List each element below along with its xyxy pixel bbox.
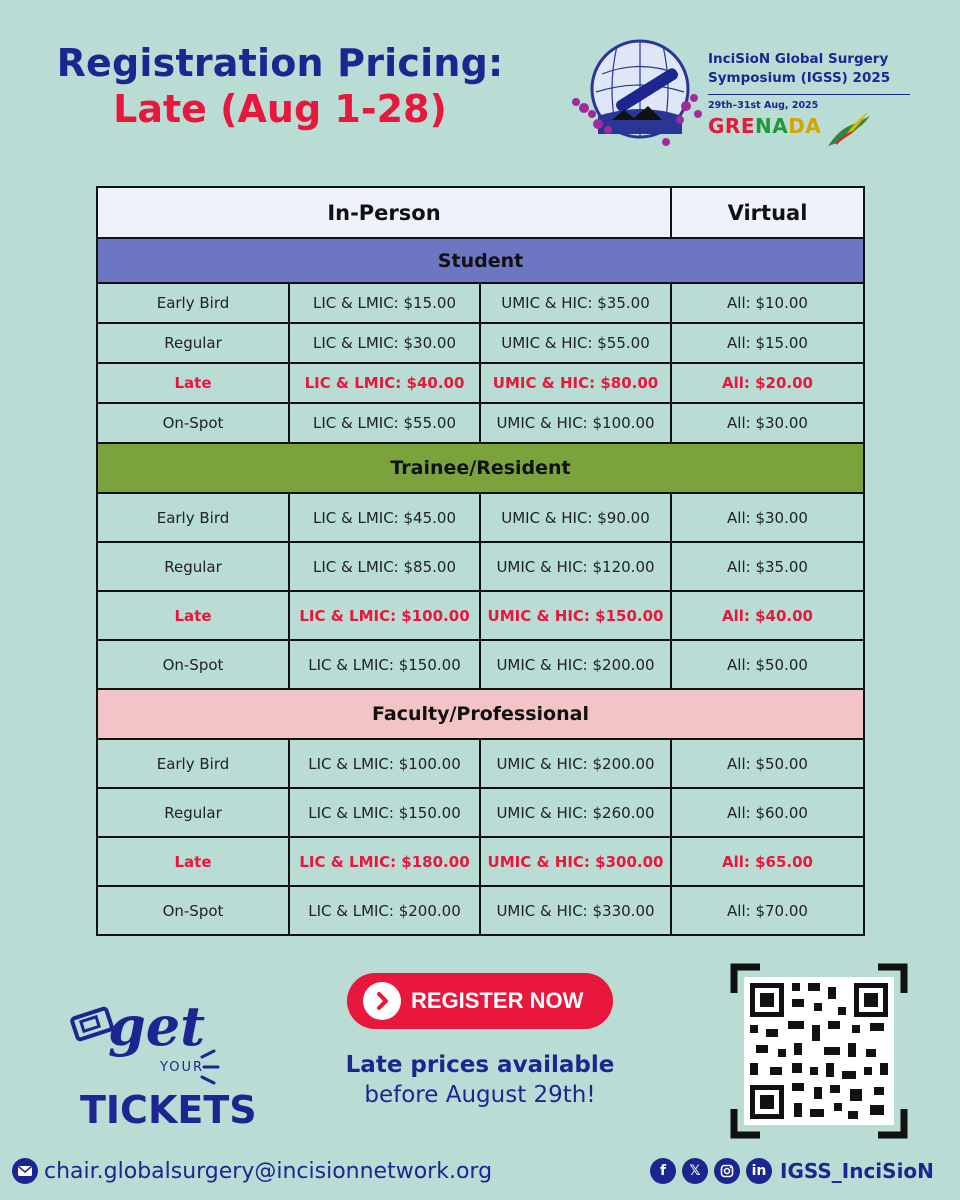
tier-cell: On-Spot xyxy=(97,640,289,689)
event-name-line-2: Symposium (IGSS) 2025 xyxy=(708,70,891,86)
header-in-person: In-Person xyxy=(97,187,671,238)
umic-price-cell: UMIC & HIC: $200.00 xyxy=(480,640,671,689)
late-note-line-2: before August 29th! xyxy=(364,1082,596,1108)
section-label: Trainee/Resident xyxy=(97,443,864,493)
lic-price-cell: LIC & LMIC: $180.00 xyxy=(289,837,480,886)
ticket-icon xyxy=(71,1008,112,1040)
registration-qr-code[interactable] xyxy=(730,963,908,1139)
virtual-price-cell: All: $30.00 xyxy=(671,403,864,443)
lic-price-cell: LIC & LMIC: $150.00 xyxy=(289,640,480,689)
umic-price-cell: UMIC & HIC: $300.00 xyxy=(480,837,671,886)
table-row xyxy=(97,886,864,935)
lic-price-cell: LIC & LMIC: $15.00 xyxy=(289,283,480,323)
tier-cell: Early Bird xyxy=(97,283,289,323)
arrow-right-icon xyxy=(363,982,401,1020)
virtual-price-cell: All: $70.00 xyxy=(671,886,864,935)
logo-divider xyxy=(708,94,910,95)
lic-price-cell: LIC & LMIC: $45.00 xyxy=(289,493,480,542)
umic-price-cell: UMIC & HIC: $200.00 xyxy=(480,739,671,788)
virtual-price-cell: All: $50.00 xyxy=(671,640,864,689)
tickets-text: TICKETS xyxy=(80,1088,257,1132)
lic-price-cell: LIC & LMIC: $100.00 xyxy=(289,591,480,640)
umic-price-cell: UMIC & HIC: $80.00 xyxy=(480,363,671,403)
pricing-table xyxy=(96,186,865,936)
virtual-price-cell: All: $10.00 xyxy=(671,283,864,323)
section-header-student xyxy=(97,238,864,283)
social-links xyxy=(650,1158,934,1184)
header-virtual: Virtual xyxy=(671,187,864,238)
tier-cell: On-Spot xyxy=(97,886,289,935)
virtual-price-cell: All: $65.00 xyxy=(671,837,864,886)
tier-cell: Late xyxy=(97,591,289,640)
umic-price-cell: UMIC & HIC: $55.00 xyxy=(480,323,671,363)
section-header-faculty xyxy=(97,689,864,739)
tier-cell: Regular xyxy=(97,323,289,363)
register-now-button[interactable] xyxy=(347,973,613,1029)
title-line-1: Registration Pricing: xyxy=(56,41,504,85)
virtual-price-cell: All: $35.00 xyxy=(671,542,864,591)
virtual-price-cell: All: $50.00 xyxy=(671,739,864,788)
umic-price-cell: UMIC & HIC: $330.00 xyxy=(480,886,671,935)
lic-price-cell: LIC & LMIC: $30.00 xyxy=(289,323,480,363)
section-label: Student xyxy=(97,238,864,283)
lic-price-cell: LIC & LMIC: $150.00 xyxy=(289,788,480,837)
lic-price-cell: LIC & LMIC: $55.00 xyxy=(289,403,480,443)
virtual-price-cell: All: $30.00 xyxy=(671,493,864,542)
lic-price-cell: LIC & LMIC: $85.00 xyxy=(289,542,480,591)
tier-cell: Late xyxy=(97,837,289,886)
event-location: GRENADA xyxy=(708,114,822,138)
table-row xyxy=(97,493,864,542)
table-header-row xyxy=(97,187,864,238)
table-row xyxy=(97,640,864,689)
lic-price-cell: LIC & LMIC: $200.00 xyxy=(289,886,480,935)
lic-price-cell: LIC & LMIC: $100.00 xyxy=(289,739,480,788)
event-logo xyxy=(562,34,922,154)
table-row-late xyxy=(97,363,864,403)
email-text: chair.globalsurgery@incisionnetwork.org xyxy=(44,1158,493,1184)
tier-cell: Early Bird xyxy=(97,493,289,542)
virtual-price-cell: All: $60.00 xyxy=(671,788,864,837)
contact-email[interactable] xyxy=(12,1158,492,1184)
virtual-price-cell: All: $15.00 xyxy=(671,323,864,363)
umic-price-cell: UMIC & HIC: $150.00 xyxy=(480,591,671,640)
table-row xyxy=(97,403,864,443)
event-dates: 29th–31st Aug, 2025 xyxy=(708,100,819,111)
register-now-label: REGISTER NOW xyxy=(411,988,584,1013)
virtual-price-cell: All: $20.00 xyxy=(671,363,864,403)
title-line-2: Late (Aug 1-28) xyxy=(113,87,447,131)
sparkle-lines-icon xyxy=(202,1051,218,1083)
umic-price-cell: UMIC & HIC: $120.00 xyxy=(480,542,671,591)
hummingbird-icon xyxy=(824,110,874,150)
table-row xyxy=(97,542,864,591)
symposium-emblem-icon xyxy=(562,34,708,154)
tier-cell: Regular xyxy=(97,542,289,591)
late-note-line-1: Late prices available xyxy=(345,1052,615,1078)
umic-price-cell: UMIC & HIC: $260.00 xyxy=(480,788,671,837)
section-label: Faculty/Professional xyxy=(97,689,864,739)
page-title xyxy=(40,40,520,132)
table-row xyxy=(97,323,864,363)
your-text: YOUR xyxy=(160,1060,205,1075)
virtual-price-cell: All: $40.00 xyxy=(671,591,864,640)
table-row xyxy=(97,283,864,323)
facebook-icon[interactable]: f xyxy=(650,1158,676,1184)
social-handle: IGSS_InciSioN xyxy=(780,1159,934,1183)
x-icon[interactable]: 𝕏 xyxy=(682,1158,708,1184)
linkedin-icon[interactable]: in xyxy=(746,1158,772,1184)
table-row-late xyxy=(97,837,864,886)
tier-cell: Late xyxy=(97,363,289,403)
umic-price-cell: UMIC & HIC: $90.00 xyxy=(480,493,671,542)
mail-icon xyxy=(12,1158,38,1184)
table-row-late xyxy=(97,591,864,640)
umic-price-cell: UMIC & HIC: $100.00 xyxy=(480,403,671,443)
section-header-trainee xyxy=(97,443,864,493)
event-name-line-1: InciSioN Global Surgery xyxy=(708,51,889,67)
table-row xyxy=(97,788,864,837)
get-text: get xyxy=(108,994,206,1058)
tier-cell: On-Spot xyxy=(97,403,289,443)
get-your-tickets-graphic xyxy=(68,975,257,1135)
umic-price-cell: UMIC & HIC: $35.00 xyxy=(480,283,671,323)
table-row xyxy=(97,739,864,788)
lic-price-cell: LIC & LMIC: $40.00 xyxy=(289,363,480,403)
late-prices-note xyxy=(320,1050,640,1110)
tier-cell: Early Bird xyxy=(97,739,289,788)
instagram-icon[interactable] xyxy=(714,1158,740,1184)
tier-cell: Regular xyxy=(97,788,289,837)
